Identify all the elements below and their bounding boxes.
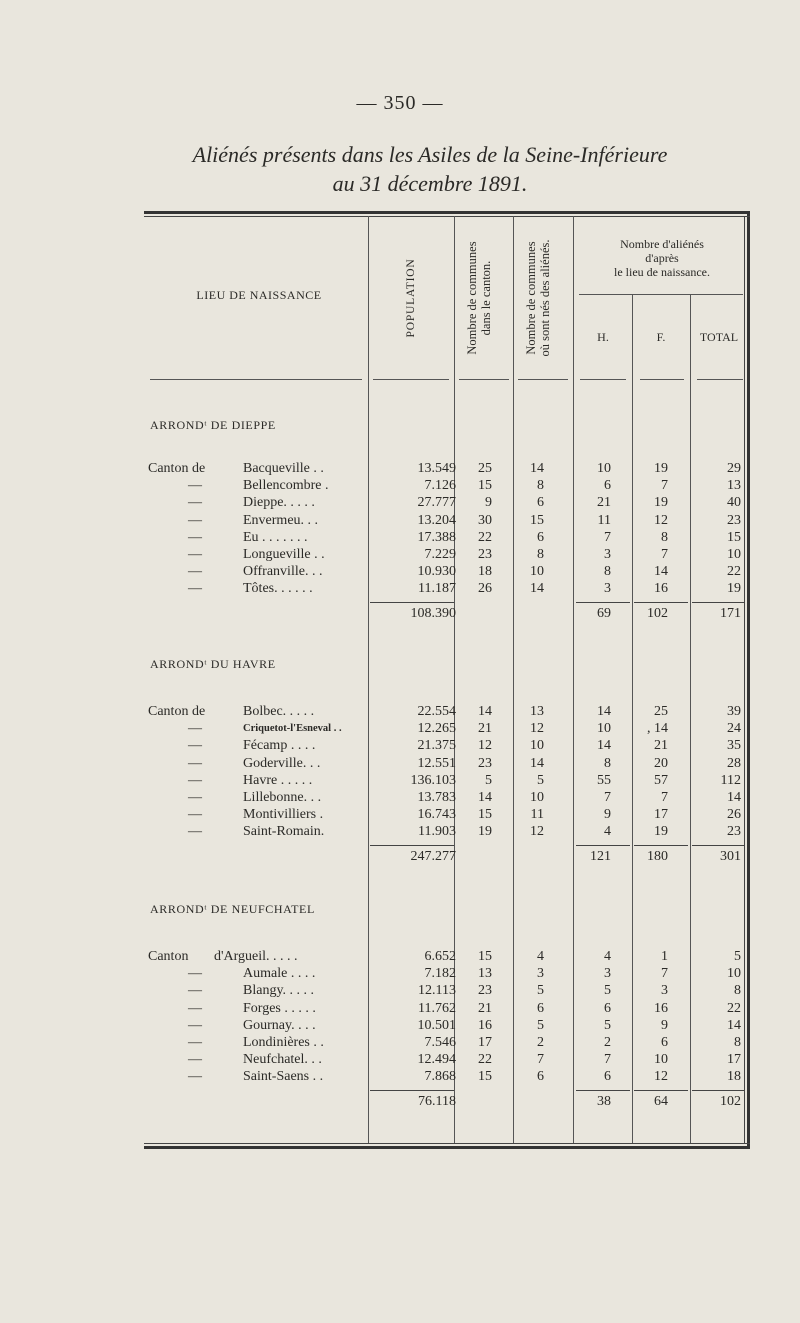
cell-com: 15 bbox=[478, 478, 492, 494]
header-communes: Nombre de communes dans le canton. bbox=[465, 241, 493, 355]
cell-nes: 6 bbox=[537, 1069, 544, 1085]
sum-rule bbox=[370, 845, 454, 846]
table-row bbox=[0, 564, 800, 581]
table-row bbox=[0, 1035, 800, 1052]
table-row bbox=[0, 824, 800, 841]
cell-h: 7 bbox=[604, 790, 611, 805]
cell-f: 16 bbox=[654, 581, 668, 597]
cell-pop: 12.551 bbox=[417, 755, 456, 771]
header-rule bbox=[459, 379, 509, 380]
canton-name: Blangy. . . . . bbox=[243, 983, 315, 999]
cell-com: 21 bbox=[478, 1000, 492, 1016]
cell-pop: 13.783 bbox=[417, 790, 456, 805]
cell-t: 5 bbox=[734, 949, 741, 964]
cell-com: 15 bbox=[478, 1069, 492, 1085]
canton-name: Bacqueville . . bbox=[243, 461, 324, 476]
header-communes-nes: Nombre de communes où sont nés des aliénés. bbox=[524, 239, 552, 357]
cell-nes: 14 bbox=[530, 461, 544, 476]
cell-pop: 6.652 bbox=[424, 949, 456, 964]
table-row bbox=[0, 807, 800, 824]
sum-rule bbox=[634, 1090, 688, 1091]
table-row bbox=[0, 773, 800, 790]
table-row bbox=[0, 983, 800, 1000]
canton-name: Dieppe. . . . . bbox=[243, 495, 315, 511]
cell-h: 8 bbox=[604, 755, 611, 771]
canton-name: Neufchatel. . . bbox=[243, 1052, 322, 1068]
sum-rule bbox=[370, 1090, 454, 1091]
cell-f: 8 bbox=[661, 529, 668, 545]
row-prefix: — bbox=[188, 755, 202, 771]
table-row bbox=[0, 1052, 800, 1069]
canton-name: Bolbec. . . . . bbox=[243, 704, 315, 719]
cell-h: 7 bbox=[604, 529, 611, 545]
row-prefix: — bbox=[188, 1000, 202, 1016]
cell-t: 19 bbox=[727, 581, 741, 597]
cell-nes: 8 bbox=[537, 547, 544, 562]
cell-t: 8 bbox=[734, 1035, 741, 1050]
cell-com: 13 bbox=[478, 966, 492, 982]
cell-com: 21 bbox=[478, 721, 492, 737]
cell-h: 14 bbox=[597, 738, 611, 754]
cell-nes: 2 bbox=[537, 1035, 544, 1050]
cell-h: 5 bbox=[604, 1017, 611, 1033]
cell-h: 3 bbox=[604, 547, 611, 562]
cell-f: 21 bbox=[654, 738, 668, 754]
row-prefix: — bbox=[188, 1017, 202, 1033]
row-prefix: Canton de bbox=[148, 704, 206, 719]
cell-f: 3 bbox=[661, 983, 668, 999]
canton-name: Envermeu. . . bbox=[243, 512, 319, 528]
cell-t: 26 bbox=[727, 807, 741, 823]
cell-com: 14 bbox=[478, 790, 492, 805]
sum-rule bbox=[576, 602, 630, 603]
canton-name: Bellencombre . bbox=[243, 478, 329, 494]
cell-nes: 5 bbox=[537, 772, 544, 788]
canton-name: Fécamp . . . . bbox=[243, 738, 316, 754]
sum-rule bbox=[634, 602, 688, 603]
cell-pop: 10.501 bbox=[417, 1017, 456, 1033]
cell-t: 40 bbox=[727, 495, 741, 511]
total-h: 121 bbox=[590, 848, 611, 864]
cell-t: 18 bbox=[727, 1069, 741, 1085]
cell-f: 16 bbox=[654, 1000, 668, 1016]
cell-com: 19 bbox=[478, 824, 492, 840]
canton-name: Gournay. . . . bbox=[243, 1017, 316, 1033]
cell-nes: 6 bbox=[537, 495, 544, 511]
cell-h: 55 bbox=[597, 772, 611, 788]
total-pop: 247.277 bbox=[410, 848, 456, 864]
cell-h: 6 bbox=[604, 1000, 611, 1016]
cell-f: 19 bbox=[654, 495, 668, 511]
row-prefix: — bbox=[188, 478, 202, 494]
cell-com: 9 bbox=[485, 495, 492, 511]
header-rule bbox=[518, 379, 568, 380]
canton-name: Havre . . . . . bbox=[243, 772, 313, 788]
cell-nes: 12 bbox=[530, 721, 544, 737]
total-t: 301 bbox=[720, 848, 741, 864]
cell-h: 6 bbox=[604, 1069, 611, 1085]
canton-name: Londinières . . bbox=[243, 1035, 324, 1050]
total-f: 102 bbox=[647, 605, 668, 621]
sum-rule bbox=[692, 845, 744, 846]
cell-nes: 7 bbox=[537, 1052, 544, 1068]
cell-nes: 5 bbox=[537, 1017, 544, 1033]
row-prefix: — bbox=[188, 547, 202, 562]
document-title bbox=[60, 140, 800, 198]
totals-row bbox=[0, 849, 800, 866]
cell-com: 17 bbox=[478, 1035, 492, 1050]
cell-pop: 11.903 bbox=[418, 824, 456, 840]
row-prefix: — bbox=[188, 495, 202, 511]
table-row bbox=[0, 738, 800, 755]
table-row bbox=[0, 1069, 800, 1086]
cell-com: 26 bbox=[478, 581, 492, 597]
table-row bbox=[0, 790, 800, 807]
cell-h: 3 bbox=[604, 581, 611, 597]
cell-h: 3 bbox=[604, 966, 611, 982]
cell-t: 35 bbox=[727, 738, 741, 754]
section-heading: ARRONDᵗ DE DIEPPE bbox=[150, 418, 276, 432]
cell-nes: 14 bbox=[530, 755, 544, 771]
canton-name: Aumale . . . . bbox=[243, 966, 316, 982]
cell-f: 7 bbox=[661, 478, 668, 494]
canton-name: Criquetot-l'Esneval . . bbox=[243, 723, 342, 735]
cell-com: 22 bbox=[478, 1052, 492, 1068]
cell-t: 29 bbox=[727, 461, 741, 476]
cell-h: 2 bbox=[604, 1035, 611, 1050]
cell-h: 8 bbox=[604, 564, 611, 580]
cell-nes: 4 bbox=[537, 949, 544, 964]
cell-com: 16 bbox=[478, 1017, 492, 1033]
canton-name: Saint-Saens . . bbox=[243, 1069, 324, 1085]
cell-t: 39 bbox=[727, 704, 741, 719]
cell-nes: 14 bbox=[530, 581, 544, 597]
cell-pop: 11.187 bbox=[418, 581, 456, 597]
canton-name: Goderville. . . bbox=[243, 755, 321, 771]
cell-nes: 13 bbox=[530, 704, 544, 719]
sum-rule bbox=[634, 845, 688, 846]
totals-row bbox=[0, 1094, 800, 1111]
table-rule bbox=[144, 216, 750, 217]
cell-t: 14 bbox=[727, 1017, 741, 1033]
cell-com: 5 bbox=[485, 772, 492, 788]
cell-f: 20 bbox=[654, 755, 668, 771]
cell-f: 17 bbox=[654, 807, 668, 823]
cell-com: 12 bbox=[478, 738, 492, 754]
cell-pop: 21.375 bbox=[417, 738, 456, 754]
cell-pop: 7.126 bbox=[424, 478, 456, 494]
cell-pop: 10.930 bbox=[417, 564, 456, 580]
cell-f: 25 bbox=[654, 704, 668, 719]
cell-t: 8 bbox=[734, 983, 741, 999]
row-prefix: — bbox=[188, 581, 202, 597]
sum-rule bbox=[692, 1090, 744, 1091]
cell-f: 9 bbox=[661, 1017, 668, 1033]
cell-com: 23 bbox=[478, 547, 492, 562]
cell-com: 18 bbox=[478, 564, 492, 580]
total-t: 171 bbox=[720, 605, 741, 621]
cell-pop: 12.265 bbox=[417, 721, 456, 737]
row-prefix: — bbox=[188, 564, 202, 580]
cell-t: 23 bbox=[727, 824, 741, 840]
cell-f: 12 bbox=[654, 1069, 668, 1085]
canton-name: Saint-Romain. bbox=[243, 824, 325, 840]
cell-f: 7 bbox=[661, 790, 668, 805]
cell-t: 22 bbox=[727, 1000, 741, 1016]
cell-pop: 13.549 bbox=[417, 461, 456, 476]
cell-t: 28 bbox=[727, 755, 741, 771]
cell-pop: 7.868 bbox=[424, 1069, 456, 1085]
canton-name: Offranville. . . bbox=[243, 564, 323, 580]
table-row bbox=[0, 478, 800, 495]
canton-name: Eu . . . . . . . bbox=[243, 529, 308, 545]
cell-h: 10 bbox=[597, 461, 611, 476]
cell-h: 11 bbox=[597, 512, 611, 528]
row-prefix: — bbox=[188, 721, 202, 737]
cell-pop: 16.743 bbox=[417, 807, 456, 823]
cell-t: 23 bbox=[727, 512, 741, 528]
header-rule bbox=[640, 379, 684, 380]
cell-nes: 6 bbox=[537, 1000, 544, 1016]
cell-t: 15 bbox=[727, 529, 741, 545]
cell-h: 6 bbox=[604, 478, 611, 494]
cell-t: 14 bbox=[727, 790, 741, 805]
cell-pop: 17.388 bbox=[417, 529, 456, 545]
total-pop: 76.118 bbox=[418, 1093, 456, 1109]
row-prefix: — bbox=[188, 529, 202, 545]
cell-nes: 11 bbox=[530, 807, 544, 823]
table-row bbox=[0, 704, 800, 721]
header-rule bbox=[580, 379, 626, 380]
sum-rule bbox=[576, 845, 630, 846]
cell-com: 30 bbox=[478, 512, 492, 528]
cell-com: 15 bbox=[478, 949, 492, 964]
cell-f: 57 bbox=[654, 772, 668, 788]
row-prefix: — bbox=[188, 807, 202, 823]
total-f: 64 bbox=[654, 1093, 668, 1109]
cell-h: 14 bbox=[597, 704, 611, 719]
canton-name: Forges . . . . . bbox=[243, 1000, 316, 1016]
cell-t: 22 bbox=[727, 564, 741, 580]
cell-nes: 6 bbox=[537, 529, 544, 545]
canton-name: Montivilliers . bbox=[243, 807, 324, 823]
sum-rule bbox=[692, 602, 744, 603]
cell-pop: 7.229 bbox=[424, 547, 456, 562]
sum-rule bbox=[576, 1090, 630, 1091]
table-row bbox=[0, 966, 800, 983]
cell-pop: 136.103 bbox=[410, 772, 456, 788]
cell-pop: 11.762 bbox=[418, 1000, 456, 1016]
canton-name: Longueville . . bbox=[243, 547, 325, 562]
cell-nes: 10 bbox=[530, 564, 544, 580]
cell-t: 112 bbox=[720, 772, 741, 788]
row-prefix: — bbox=[188, 983, 202, 999]
cell-nes: 8 bbox=[537, 478, 544, 494]
cell-nes: 5 bbox=[537, 983, 544, 999]
title-line-1: Aliénés présents dans les Asiles de la Seine-Inférieure bbox=[192, 142, 668, 167]
cell-pop: 7.546 bbox=[424, 1035, 456, 1050]
cell-f: 19 bbox=[654, 824, 668, 840]
cell-com: 14 bbox=[478, 704, 492, 719]
row-prefix: — bbox=[188, 966, 202, 982]
cell-t: 10 bbox=[727, 547, 741, 562]
row-prefix: Canton de bbox=[148, 461, 206, 476]
cell-h: 4 bbox=[604, 949, 611, 964]
cell-com: 23 bbox=[478, 983, 492, 999]
total-f: 180 bbox=[647, 848, 668, 864]
header-rule bbox=[579, 294, 743, 295]
header-group: Nombre d'aliénés d'après le lieu de naissance. bbox=[614, 237, 710, 279]
cell-nes: 15 bbox=[530, 512, 544, 528]
cell-f: 1 bbox=[661, 949, 668, 964]
table-row bbox=[0, 581, 800, 598]
row-prefix: — bbox=[188, 790, 202, 805]
row-prefix: — bbox=[188, 738, 202, 754]
cell-f: 7 bbox=[661, 547, 668, 562]
header-h: H. bbox=[597, 330, 609, 344]
table-row bbox=[0, 949, 800, 966]
table-row bbox=[0, 495, 800, 512]
header-rule bbox=[150, 379, 362, 380]
header-lieu: LIEU DE NAISSANCE bbox=[196, 288, 322, 302]
page-number: — 350 — bbox=[356, 92, 444, 114]
row-prefix: — bbox=[188, 512, 202, 528]
sum-rule bbox=[370, 602, 454, 603]
cell-nes: 10 bbox=[530, 790, 544, 805]
cell-nes: 12 bbox=[530, 824, 544, 840]
canton-name: Lillebonne. . . bbox=[243, 790, 322, 805]
row-prefix: — bbox=[188, 1069, 202, 1085]
table-row bbox=[0, 547, 800, 564]
table-row bbox=[0, 756, 800, 773]
cell-t: 10 bbox=[727, 966, 741, 982]
header-population: POPULATION bbox=[405, 258, 417, 338]
row-prefix: — bbox=[188, 1035, 202, 1050]
row-prefix: Canton bbox=[148, 949, 189, 964]
cell-f: , 14 bbox=[647, 721, 668, 737]
cell-com: 23 bbox=[478, 755, 492, 771]
cell-t: 17 bbox=[727, 1052, 741, 1068]
section-heading: ARRONDᵗ DU HAVRE bbox=[150, 657, 276, 671]
cell-com: 25 bbox=[478, 461, 492, 476]
total-h: 69 bbox=[597, 605, 611, 621]
cell-t: 13 bbox=[727, 478, 741, 494]
table-row bbox=[0, 513, 800, 530]
totals-row bbox=[0, 606, 800, 623]
cell-pop: 12.494 bbox=[417, 1052, 456, 1068]
cell-h: 5 bbox=[604, 983, 611, 999]
canton-name: Tôtes. . . . . . bbox=[243, 581, 313, 597]
header-rule bbox=[697, 379, 743, 380]
table-row bbox=[0, 1018, 800, 1035]
cell-pop: 7.182 bbox=[424, 966, 456, 982]
cell-f: 12 bbox=[654, 512, 668, 528]
cell-f: 7 bbox=[661, 966, 668, 982]
table-row bbox=[0, 721, 800, 738]
cell-f: 10 bbox=[654, 1052, 668, 1068]
cell-com: 15 bbox=[478, 807, 492, 823]
cell-h: 10 bbox=[597, 721, 611, 737]
cell-pop: 22.554 bbox=[417, 704, 456, 719]
row-prefix: — bbox=[188, 1052, 202, 1068]
cell-t: 24 bbox=[727, 721, 741, 737]
cell-f: 6 bbox=[661, 1035, 668, 1050]
row-prefix: — bbox=[188, 824, 202, 840]
total-pop: 108.390 bbox=[410, 605, 456, 621]
cell-pop: 27.777 bbox=[417, 495, 456, 511]
cell-h: 4 bbox=[604, 824, 611, 840]
header-f: F. bbox=[656, 330, 666, 344]
header-rule bbox=[373, 379, 449, 380]
header-total: TOTAL bbox=[699, 330, 739, 344]
cell-h: 7 bbox=[604, 1052, 611, 1068]
table-rule bbox=[144, 1143, 750, 1144]
row-prefix: — bbox=[188, 772, 202, 788]
cell-h: 21 bbox=[597, 495, 611, 511]
table-row bbox=[0, 461, 800, 478]
section-heading: ARRONDᵗ DE NEUFCHATEL bbox=[150, 902, 315, 916]
cell-nes: 10 bbox=[530, 738, 544, 754]
cell-nes: 3 bbox=[537, 966, 544, 982]
cell-com: 22 bbox=[478, 529, 492, 545]
cell-pop: 13.204 bbox=[417, 512, 456, 528]
table-row bbox=[0, 530, 800, 547]
total-t: 102 bbox=[720, 1093, 741, 1109]
cell-f: 14 bbox=[654, 564, 668, 580]
total-h: 38 bbox=[597, 1093, 611, 1109]
cell-pop: 12.113 bbox=[418, 983, 456, 999]
canton-name: d'Argueil. . . . . bbox=[214, 949, 298, 964]
title-line-2: au 31 décembre 1891. bbox=[332, 171, 528, 196]
table-row bbox=[0, 1001, 800, 1018]
cell-f: 19 bbox=[654, 461, 668, 476]
cell-h: 9 bbox=[604, 807, 611, 823]
